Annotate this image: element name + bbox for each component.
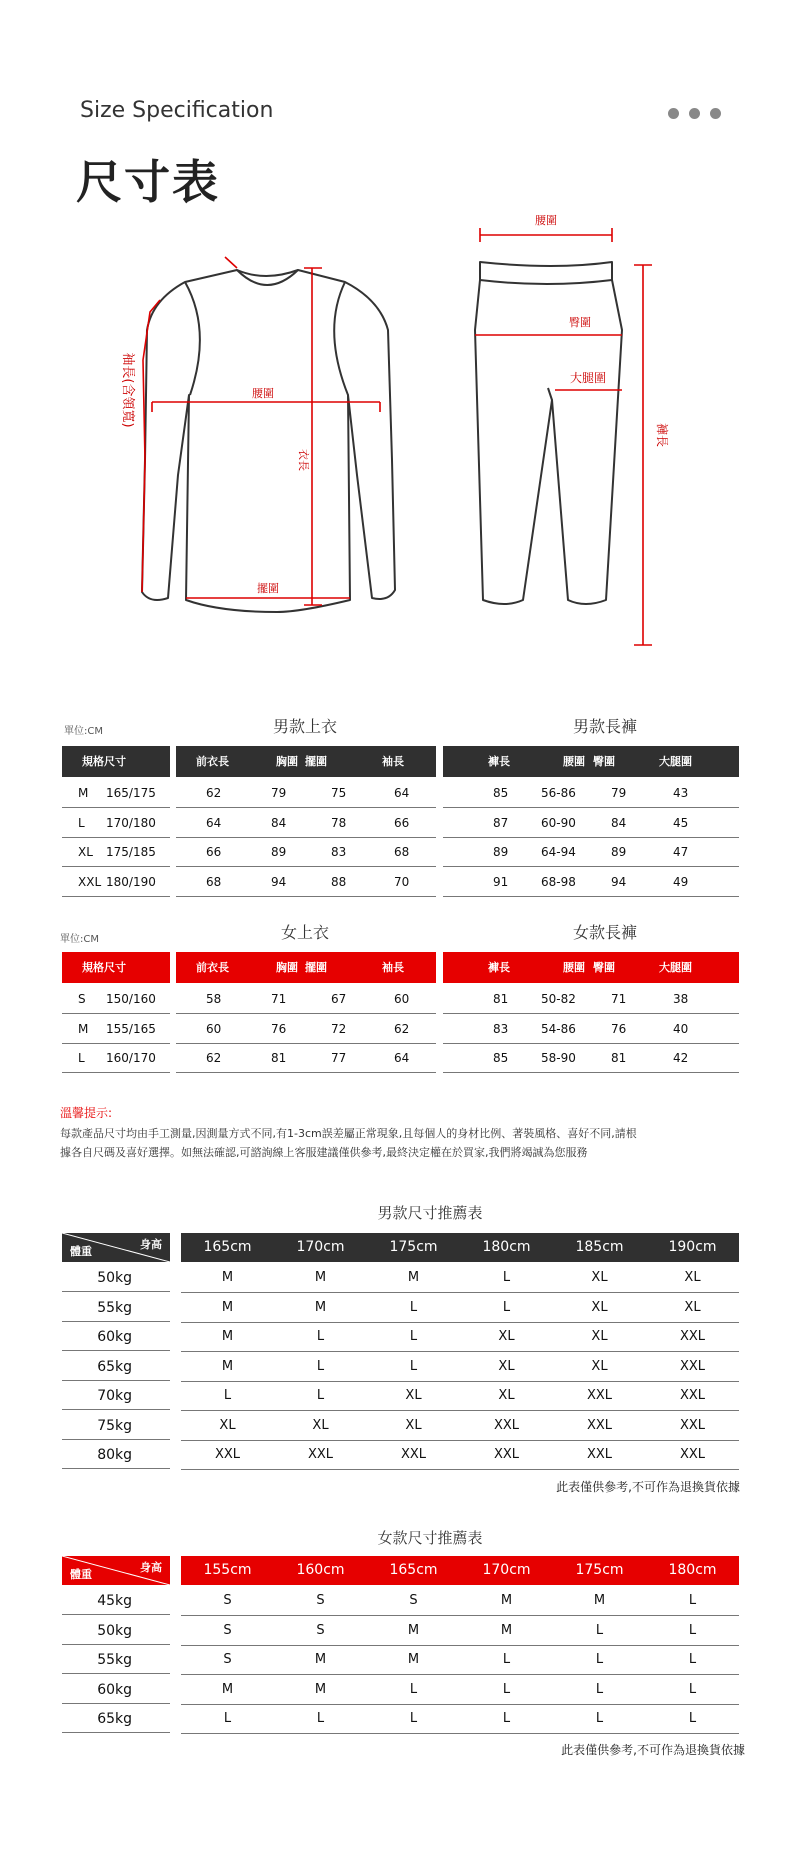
size-row-label: L 160/170 [62,1044,170,1073]
reco-row [181,1646,739,1675]
men-reco-footnote: 此表僅供參考,不可作為退換貨依據 [556,1480,740,1494]
weight-cell: 50kg [62,1264,170,1292]
reco-size-cell: XL [405,1388,422,1403]
reco-row [181,1617,739,1646]
reco-size-cell: M [221,1681,234,1697]
weight-cell: 60kg [62,1676,170,1704]
reco-row [181,1587,739,1616]
reco-size-cell: XL [591,1270,608,1285]
reco-size-cell: M [314,1681,327,1697]
reco-size-cell: XL [405,1417,422,1433]
weight-cell: 75kg [62,1412,170,1440]
top-row: 62 81 77 64 [176,1044,436,1073]
weight-cell: 70kg [62,1382,170,1410]
reco-size-cell: S [223,1593,232,1608]
height-column-header: 190cm [668,1239,717,1255]
reco-size-cell: XXL [400,1447,427,1462]
reco-row [181,1676,739,1705]
reco-size-cell: XXL [307,1447,334,1462]
label-pants-hip: 臀圍 [569,316,591,329]
reco-size-cell: L [223,1388,232,1403]
reco-size-cell: L [409,1681,418,1697]
height-column-header: 160cm [296,1562,345,1578]
reco-size-cell: L [688,1652,697,1667]
men-size-header: 規格尺寸 [62,746,170,777]
pants-row: 87 60-90 84 45 [443,809,739,838]
reco-size-cell: L [502,1681,511,1697]
reco-size-cell: XXL [679,1388,706,1403]
pants-row: 81 50-82 71 38 [443,985,739,1014]
pants-row: 89 64-94 89 47 [443,838,739,867]
reco-size-cell: M [221,1358,234,1374]
reco-size-cell: XXL [679,1417,706,1433]
reco-size-cell: M [407,1652,420,1667]
weight-cell: 80kg [62,1441,170,1469]
label-top-length: 衣長 [297,449,310,471]
reco-row [181,1264,739,1293]
top-row: 62 79 75 64 [176,779,436,808]
pants-row: 83 54-86 76 40 [443,1015,739,1044]
size-row-label: S 150/160 [62,985,170,1014]
reco-size-cell: L [409,1299,418,1315]
pants-outline-icon [475,262,622,604]
top-row: 58 71 67 60 [176,985,436,1014]
notes-line-1: 每款產品尺寸均由手工測量,因測量方式不同,有1-3cm誤差屬正常現象,且每個人的身材比例、著裝風格、喜好不同,請根 [60,1127,637,1140]
reco-size-cell: M [500,1622,513,1638]
height-column-header: 180cm [482,1239,531,1255]
weight-cell: 50kg [62,1617,170,1645]
height-column-header: 165cm [389,1562,438,1578]
reco-row [181,1382,739,1411]
reco-size-cell: M [407,1622,420,1638]
height-column-header: 165cm [203,1239,252,1255]
reco-size-cell: L [409,1711,418,1726]
reco-size-cell: L [595,1622,604,1638]
women-pants-title: 女款長褲 [572,923,637,942]
label-pants-waist: 腰圍 [535,214,557,227]
reco-size-cell: L [688,1593,697,1608]
reco-size-cell: M [221,1329,234,1344]
reco-size-cell: XXL [493,1447,520,1462]
reco-size-cell: M [314,1270,327,1285]
weight-cell: 45kg [62,1587,170,1615]
reco-size-cell: M [314,1652,327,1667]
label-pants-length: 褲長 [655,422,669,448]
reco-size-cell: L [316,1358,325,1374]
men-reco-heights [181,1233,739,1262]
men-reco-corner: 身高 體重 [62,1233,170,1262]
top-row: 68 94 88 70 [176,868,436,897]
reco-size-cell: S [223,1652,232,1667]
reco-size-cell: XL [591,1329,608,1344]
more-dots-icon[interactable] [668,108,728,120]
shirt-outline-icon [142,270,395,612]
reco-row [181,1323,739,1352]
reco-size-cell: XL [684,1270,701,1285]
reco-size-cell: XXL [679,1358,706,1374]
reco-size-cell: XL [498,1388,515,1403]
top-row: 64 84 78 66 [176,809,436,838]
reco-size-cell: L [502,1711,511,1726]
women-reco-footnote: 此表僅供參考,不可作為退換貨依據 [561,1743,745,1757]
reco-size-cell: L [316,1388,325,1403]
notes-line-2: 據各自尺碼及喜好選擇。如無法確認,可諮詢線上客服建議僅供參考,最終決定權在於買家,我們將竭誠為您服務 [60,1146,588,1159]
reco-size-cell: L [688,1622,697,1638]
reco-size-cell: L [502,1652,511,1667]
reco-size-cell: XL [591,1299,608,1315]
size-row-label: XXL 180/190 [62,868,170,897]
reco-row [181,1705,739,1734]
men-top-header: 前衣長 胸圍 擺圍 袖長 [176,746,436,777]
weight-cell: 65kg [62,1353,170,1381]
garment-diagram [0,200,790,660]
reco-size-cell: L [595,1652,604,1667]
reco-size-cell: L [316,1329,325,1344]
reco-size-cell: M [221,1270,234,1285]
reco-size-cell: XL [591,1358,608,1374]
height-column-header: 170cm [296,1239,345,1255]
reco-size-cell: L [688,1681,697,1697]
reco-size-cell: XXL [586,1417,613,1433]
weight-cell: 60kg [62,1323,170,1351]
reco-size-cell: M [593,1593,606,1608]
weight-cell: 65kg [62,1705,170,1733]
pants-row: 85 56-86 79 43 [443,779,739,808]
reco-size-cell: XL [312,1417,329,1433]
men-pants-header: 褲長 腰圍 臀圍 大腿圍 [443,746,739,777]
size-row-label: M 155/165 [62,1015,170,1044]
reco-size-cell: M [407,1270,420,1285]
pants-row: 85 58-90 81 42 [443,1044,739,1073]
reco-size-cell: L [688,1711,697,1726]
reco-size-cell: S [409,1593,418,1608]
reco-row [181,1353,739,1382]
reco-size-cell: XXL [679,1447,706,1462]
reco-row [181,1294,739,1323]
reco-size-cell: XL [498,1329,515,1344]
size-row-label: M 165/175 [62,779,170,808]
reco-size-cell: M [221,1299,234,1315]
reco-size-cell: XXL [679,1329,706,1344]
top-row: 60 76 72 62 [176,1015,436,1044]
men-pants-title: 男款長褲 [572,717,637,736]
reco-size-cell: M [314,1299,327,1315]
men-unit: 單位:CM [64,726,103,737]
height-column-header: 180cm [668,1562,717,1578]
women-unit: 單位:CM [60,934,99,945]
label-top-waist: 腰圍 [252,387,274,400]
reco-size-cell: XXL [214,1447,241,1462]
reco-size-cell: S [316,1593,325,1608]
reco-size-cell: S [223,1622,232,1638]
reco-size-cell: XL [498,1358,515,1374]
height-column-header: 175cm [575,1562,624,1578]
weight-cell: 55kg [62,1294,170,1322]
reco-size-cell: L [409,1329,418,1344]
weight-cell: 55kg [62,1646,170,1674]
size-row-label: L 170/180 [62,809,170,838]
notes-title: 溫馨提示: [60,1106,113,1120]
reco-size-cell: L [502,1270,511,1285]
label-top-sleeve: 袖長(含領寬) [120,352,135,428]
reco-size-cell: L [316,1711,325,1726]
measure-lines [142,228,652,645]
women-reco-heights [181,1556,739,1585]
reco-size-cell: XL [684,1299,701,1315]
label-top-hem: 擺圍 [257,582,279,595]
women-reco-corner: 身高 體重 [62,1556,170,1585]
height-column-header: 185cm [575,1239,624,1255]
reco-size-cell: S [316,1622,325,1638]
reco-size-cell: L [595,1711,604,1726]
reco-size-cell: XXL [586,1388,613,1403]
men-reco-title: 男款尺寸推薦表 [377,1204,483,1222]
men-top-title: 男款上衣 [272,717,337,736]
subtitle: Size Specification [80,98,274,123]
reco-size-cell: L [223,1711,232,1726]
reco-size-cell: L [502,1299,511,1315]
reco-size-cell: XXL [493,1417,520,1433]
pants-row: 91 68-98 94 49 [443,868,739,897]
height-column-header: 175cm [389,1239,438,1255]
page-title: 尺寸表 [76,155,220,209]
women-reco-title: 女款尺寸推薦表 [377,1529,483,1547]
height-column-header: 155cm [203,1562,252,1578]
reco-size-cell: L [595,1681,604,1697]
reco-row [181,1412,739,1441]
reco-size-cell: M [500,1593,513,1608]
size-row-label: XL 175/185 [62,838,170,867]
women-top-header: 前衣長 胸圍 擺圍 袖長 [176,952,436,983]
height-column-header: 170cm [482,1562,531,1578]
women-size-header: 規格尺寸 [62,952,170,983]
top-row: 66 89 83 68 [176,838,436,867]
reco-row [181,1441,739,1470]
reco-size-cell: XL [219,1417,236,1433]
label-pants-thigh: 大腿圍 [569,371,607,385]
reco-size-cell: XXL [586,1447,613,1462]
reco-size-cell: L [409,1358,418,1374]
women-pants-header: 褲長 腰圍 臀圍 大腿圍 [443,952,739,983]
women-top-title: 女上衣 [280,923,329,942]
